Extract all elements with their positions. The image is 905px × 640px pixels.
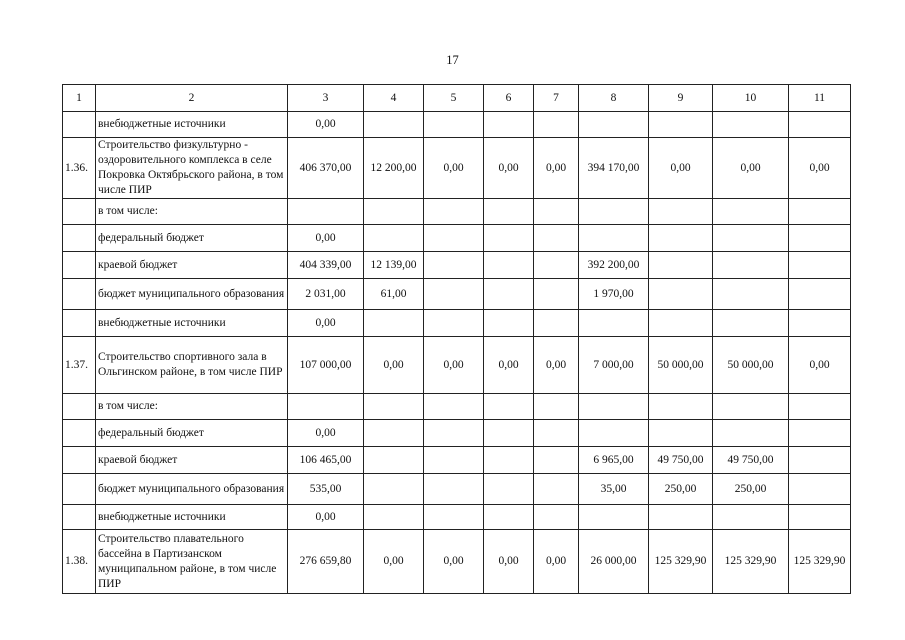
value-cell — [579, 420, 649, 447]
value-cell — [424, 474, 484, 505]
value-cell: 2 031,00 — [288, 279, 364, 310]
table-row — [63, 447, 851, 474]
value-cell — [364, 225, 424, 252]
table-row — [63, 112, 851, 138]
value-cell — [534, 112, 579, 138]
row-index: 1.36. — [63, 138, 96, 199]
value-cell: 49 750,00 — [713, 447, 789, 474]
header-row — [63, 85, 851, 112]
value-cell — [534, 310, 579, 337]
table-body — [63, 85, 851, 594]
value-cell — [789, 199, 851, 225]
value-cell — [534, 474, 579, 505]
row-index: 1.37. — [63, 337, 96, 394]
value-cell — [579, 112, 649, 138]
value-cell — [424, 447, 484, 474]
value-cell — [484, 474, 534, 505]
value-cell — [484, 505, 534, 530]
value-cell — [484, 252, 534, 279]
value-cell — [484, 420, 534, 447]
value-cell — [484, 199, 534, 225]
value-cell — [484, 310, 534, 337]
value-cell — [789, 279, 851, 310]
value-cell — [649, 310, 713, 337]
row-description: в том числе: — [96, 199, 288, 225]
header-cell: 8 — [579, 85, 649, 112]
value-cell: 125 329,90 — [649, 530, 713, 594]
row-index — [63, 225, 96, 252]
value-cell: 35,00 — [579, 474, 649, 505]
header-cell: 3 — [288, 85, 364, 112]
value-cell — [534, 447, 579, 474]
value-cell: 125 329,90 — [713, 530, 789, 594]
value-cell — [534, 252, 579, 279]
value-cell — [534, 199, 579, 225]
value-cell: 250,00 — [649, 474, 713, 505]
value-cell: 0,00 — [288, 112, 364, 138]
value-cell — [484, 112, 534, 138]
value-cell — [649, 279, 713, 310]
value-cell — [649, 505, 713, 530]
table-row — [63, 138, 851, 199]
row-index — [63, 394, 96, 420]
value-cell: 535,00 — [288, 474, 364, 505]
value-cell: 12 139,00 — [364, 252, 424, 279]
value-cell — [484, 447, 534, 474]
value-cell — [424, 394, 484, 420]
value-cell: 0,00 — [789, 138, 851, 199]
value-cell — [364, 112, 424, 138]
value-cell — [424, 112, 484, 138]
header-cell: 9 — [649, 85, 713, 112]
value-cell: 6 965,00 — [579, 447, 649, 474]
value-cell — [789, 112, 851, 138]
value-cell — [364, 447, 424, 474]
row-description: краевой бюджет — [96, 447, 288, 474]
table-row — [63, 225, 851, 252]
value-cell — [364, 505, 424, 530]
value-cell — [649, 420, 713, 447]
value-cell: 26 000,00 — [579, 530, 649, 594]
value-cell: 1 970,00 — [579, 279, 649, 310]
value-cell: 0,00 — [288, 310, 364, 337]
value-cell: 0,00 — [484, 138, 534, 199]
header-cell: 2 — [96, 85, 288, 112]
row-index: 1.38. — [63, 530, 96, 594]
value-cell: 50 000,00 — [649, 337, 713, 394]
value-cell: 392 200,00 — [579, 252, 649, 279]
value-cell — [789, 252, 851, 279]
row-description: Строительство спортивного зала в Ольгинском районе, в том числе ПИР — [96, 337, 288, 394]
value-cell — [484, 225, 534, 252]
value-cell — [534, 279, 579, 310]
value-cell — [713, 252, 789, 279]
value-cell — [364, 199, 424, 225]
row-description: Строительство физкультурно - оздоровительного комплекса в селе Покровка Октябрьского района, в том числе ПИР — [96, 138, 288, 199]
value-cell: 0,00 — [288, 420, 364, 447]
table-row — [63, 394, 851, 420]
value-cell — [579, 505, 649, 530]
table-row — [63, 252, 851, 279]
header-cell: 5 — [424, 85, 484, 112]
value-cell: 0,00 — [424, 337, 484, 394]
table-row — [63, 530, 851, 594]
value-cell: 7 000,00 — [579, 337, 649, 394]
value-cell: 250,00 — [713, 474, 789, 505]
value-cell — [424, 225, 484, 252]
value-cell — [789, 394, 851, 420]
value-cell — [364, 420, 424, 447]
value-cell: 0,00 — [534, 530, 579, 594]
row-description: внебюджетные источники — [96, 310, 288, 337]
value-cell — [364, 394, 424, 420]
header-cell: 10 — [713, 85, 789, 112]
table-row — [63, 279, 851, 310]
table-row — [63, 310, 851, 337]
value-cell: 0,00 — [484, 337, 534, 394]
value-cell: 0,00 — [649, 138, 713, 199]
value-cell: 0,00 — [713, 138, 789, 199]
header-cell: 11 — [789, 85, 851, 112]
table-row — [63, 199, 851, 225]
table-row — [63, 420, 851, 447]
table-row — [63, 337, 851, 394]
value-cell — [534, 394, 579, 420]
value-cell: 0,00 — [534, 138, 579, 199]
value-cell — [288, 199, 364, 225]
value-cell — [364, 310, 424, 337]
value-cell — [713, 394, 789, 420]
value-cell — [424, 252, 484, 279]
value-cell — [713, 199, 789, 225]
value-cell — [288, 394, 364, 420]
value-cell — [789, 310, 851, 337]
value-cell — [789, 447, 851, 474]
table-row — [63, 474, 851, 505]
value-cell — [713, 279, 789, 310]
row-description: внебюджетные источники — [96, 505, 288, 530]
value-cell — [649, 199, 713, 225]
value-cell — [649, 252, 713, 279]
value-cell — [789, 505, 851, 530]
row-description: внебюджетные источники — [96, 112, 288, 138]
value-cell — [424, 420, 484, 447]
header-cell: 1 — [63, 85, 96, 112]
value-cell: 0,00 — [288, 505, 364, 530]
value-cell — [649, 394, 713, 420]
value-cell — [713, 225, 789, 252]
value-cell: 276 659,80 — [288, 530, 364, 594]
value-cell — [579, 310, 649, 337]
value-cell — [424, 505, 484, 530]
value-cell: 0,00 — [534, 337, 579, 394]
row-description: Строительство плавательного бассейна в Партизанском муниципальном районе, в том числе ПИР — [96, 530, 288, 594]
value-cell — [579, 225, 649, 252]
row-index — [63, 505, 96, 530]
header-cell: 6 — [484, 85, 534, 112]
value-cell — [364, 474, 424, 505]
row-description: бюджет муниципального образования — [96, 474, 288, 505]
row-description: федеральный бюджет — [96, 420, 288, 447]
row-index — [63, 279, 96, 310]
value-cell: 49 750,00 — [649, 447, 713, 474]
row-index — [63, 420, 96, 447]
page-number: 17 — [446, 53, 459, 67]
value-cell: 50 000,00 — [713, 337, 789, 394]
row-index — [63, 199, 96, 225]
value-cell — [484, 394, 534, 420]
row-index — [63, 112, 96, 138]
row-description: бюджет муниципального образования — [96, 279, 288, 310]
row-index — [63, 447, 96, 474]
value-cell: 404 339,00 — [288, 252, 364, 279]
value-cell: 12 200,00 — [364, 138, 424, 199]
value-cell — [713, 112, 789, 138]
value-cell — [484, 279, 534, 310]
value-cell: 0,00 — [424, 138, 484, 199]
row-index — [63, 310, 96, 337]
value-cell: 0,00 — [789, 337, 851, 394]
value-cell — [424, 199, 484, 225]
value-cell — [534, 225, 579, 252]
value-cell: 0,00 — [364, 337, 424, 394]
value-cell: 0,00 — [288, 225, 364, 252]
value-cell: 0,00 — [484, 530, 534, 594]
value-cell: 406 370,00 — [288, 138, 364, 199]
value-cell: 125 329,90 — [789, 530, 851, 594]
value-cell — [534, 505, 579, 530]
value-cell — [789, 420, 851, 447]
header-cell: 4 — [364, 85, 424, 112]
row-index — [63, 252, 96, 279]
value-cell — [649, 112, 713, 138]
value-cell — [789, 474, 851, 505]
value-cell — [534, 420, 579, 447]
value-cell: 0,00 — [424, 530, 484, 594]
budget-table — [62, 84, 851, 594]
value-cell: 107 000,00 — [288, 337, 364, 394]
header-cell: 7 — [534, 85, 579, 112]
value-cell — [424, 310, 484, 337]
value-cell — [713, 505, 789, 530]
value-cell: 0,00 — [364, 530, 424, 594]
value-cell: 394 170,00 — [579, 138, 649, 199]
row-description: краевой бюджет — [96, 252, 288, 279]
value-cell — [789, 225, 851, 252]
row-index — [63, 474, 96, 505]
value-cell — [579, 394, 649, 420]
table-row — [63, 505, 851, 530]
value-cell — [713, 310, 789, 337]
value-cell — [424, 279, 484, 310]
value-cell: 106 465,00 — [288, 447, 364, 474]
value-cell — [649, 225, 713, 252]
row-description: федеральный бюджет — [96, 225, 288, 252]
value-cell: 61,00 — [364, 279, 424, 310]
value-cell — [713, 420, 789, 447]
row-description: в том числе: — [96, 394, 288, 420]
value-cell — [579, 199, 649, 225]
